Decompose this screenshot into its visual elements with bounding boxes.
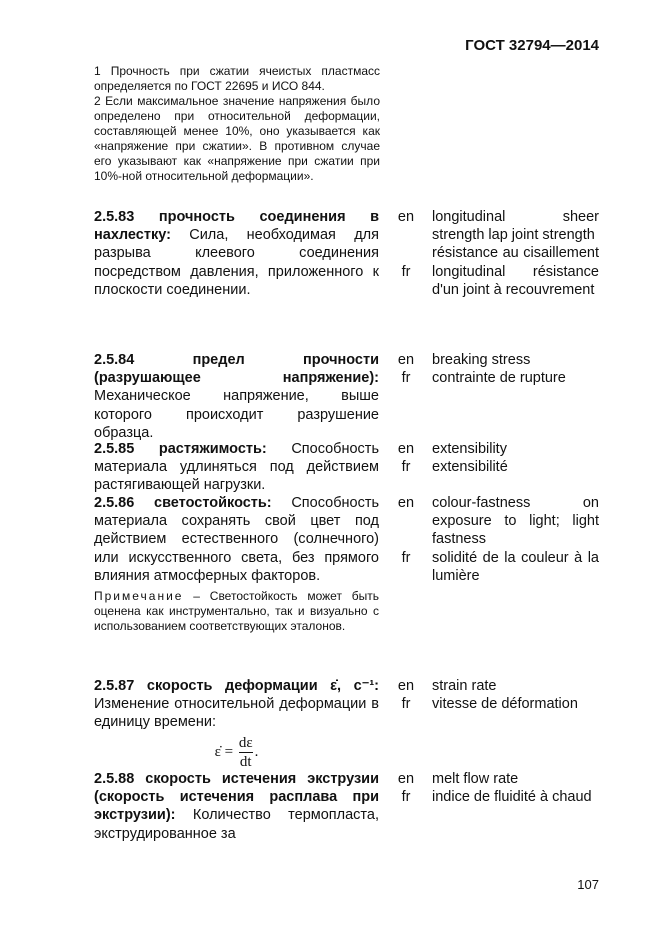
lang-fr: fr bbox=[401, 789, 411, 806]
equiv-fr: contrainte de rupture bbox=[432, 370, 566, 387]
term-definition bbox=[94, 440, 379, 495]
equivalents bbox=[432, 208, 599, 299]
notes-block bbox=[94, 64, 380, 184]
equiv-fr: vitesse de déformation bbox=[432, 696, 578, 713]
term-number: 2.5.86 bbox=[94, 495, 135, 511]
term-name: светостойкость: bbox=[154, 495, 272, 511]
equiv-en: longitudinal sheer strength lap joint strength bbox=[432, 209, 599, 244]
term-name: предел прочности (разрушающее напряжение): bbox=[94, 352, 379, 387]
term-definition bbox=[94, 351, 379, 442]
standard-header: ГОСТ 32794—2014 bbox=[465, 37, 599, 54]
equivalents bbox=[432, 351, 599, 387]
formula-denominator: dt bbox=[239, 753, 252, 770]
equiv-en: melt flow rate bbox=[432, 771, 519, 787]
term-number: 2.5.88 bbox=[94, 771, 135, 787]
lang-en: en bbox=[397, 441, 415, 457]
term-name: скорость деформации ε̇, с⁻¹: bbox=[146, 678, 379, 694]
equiv-en: extensibility bbox=[432, 441, 507, 457]
lang-en: en bbox=[397, 495, 415, 511]
equivalents bbox=[432, 770, 599, 806]
term-remark bbox=[94, 589, 379, 634]
term-text: Сила, необходимая для разрыва клеевого соединения посредством давления, приложенного к плоскости соединении. bbox=[94, 227, 379, 298]
term-text: Механическое напряжение, выше которого происходит разрушение образца. bbox=[94, 388, 379, 441]
strain-rate-formula bbox=[94, 734, 379, 771]
language-codes bbox=[395, 351, 417, 387]
lang-en: en bbox=[397, 352, 415, 368]
term-definition bbox=[94, 770, 379, 843]
equivalents bbox=[432, 677, 599, 713]
equiv-fr: extensibilité bbox=[432, 459, 508, 476]
lang-en: en bbox=[397, 678, 415, 694]
lang-fr: fr bbox=[401, 263, 411, 280]
formula-end: . bbox=[254, 743, 259, 760]
term-text: Изменение относительной деформации в единицу времени: bbox=[94, 696, 379, 731]
equiv-en: strain rate bbox=[432, 678, 497, 694]
language-codes bbox=[395, 494, 417, 567]
term-name: скорость истечения экструзии (скорость истечения расплава при экструзии): bbox=[94, 771, 380, 824]
language-codes bbox=[395, 770, 417, 806]
remark-text: – Светостойкость может быть оценена как инструментально, так и визуально с использованием соответствующих эталонов. bbox=[94, 589, 379, 634]
term-number: 2.5.84 bbox=[94, 352, 135, 368]
term-text: Способность материала сохранять свой цвет под действием естественного (солнечного) или искусственного света, без прямого влияния атмосферных факторов. bbox=[94, 495, 380, 584]
equiv-fr: solidité de la couleur à la lumière bbox=[432, 549, 599, 584]
lang-en: en bbox=[397, 771, 415, 787]
term-definition bbox=[94, 677, 379, 771]
lang-fr: fr bbox=[401, 549, 411, 566]
note-1: 1 Прочность при сжатии ячеистых пластмасс определяется по ГОСТ 22695 и ИСО 844. bbox=[94, 64, 380, 93]
language-codes bbox=[395, 677, 417, 713]
term-text: Количество термопласта, экструдированное за bbox=[94, 807, 379, 842]
term-text: Способность материала удлиняться под действием растягивающей нагрузки. bbox=[94, 441, 379, 494]
note-2: 2 Если максимальное значение напряжения было определено при относительной деформации, составляющей менее 10%, оно указывается как «напряжение при сжатии». В противном случае его указывают как «напряжение при сжатии при 10%-ной относительной деформации». bbox=[94, 94, 380, 183]
term-number: 2.5.83 bbox=[94, 209, 135, 225]
lang-fr: fr bbox=[401, 696, 411, 713]
formula-fraction bbox=[239, 734, 253, 771]
lang-en: en bbox=[397, 209, 415, 225]
formula-numerator: dε bbox=[238, 734, 253, 751]
lang-fr: fr bbox=[401, 370, 411, 387]
term-definition bbox=[94, 494, 379, 634]
equiv-fr: résistance au cisaillement longitudinal résistance d'un joint à recouvrement bbox=[432, 245, 599, 298]
equiv-en: colour-fastness on exposure to light; light fastness bbox=[432, 495, 599, 548]
lang-fr: fr bbox=[401, 459, 411, 476]
language-codes bbox=[395, 440, 417, 476]
term-name: прочность соединения в нахлестку: bbox=[94, 209, 380, 244]
remark-label: Примечание bbox=[94, 589, 184, 604]
formula-lhs: ε̇ = bbox=[214, 743, 234, 760]
language-codes bbox=[395, 208, 417, 281]
term-number: 2.5.85 bbox=[94, 441, 135, 457]
equivalents bbox=[432, 440, 599, 476]
term-definition bbox=[94, 208, 379, 299]
term-name: растяжимость: bbox=[158, 441, 267, 457]
equiv-fr: indice de fluidité à chaud bbox=[432, 789, 592, 806]
page-number: 107 bbox=[577, 877, 599, 892]
term-number: 2.5.87 bbox=[94, 678, 135, 694]
equivalents bbox=[432, 494, 599, 585]
equiv-en: breaking stress bbox=[432, 352, 531, 368]
